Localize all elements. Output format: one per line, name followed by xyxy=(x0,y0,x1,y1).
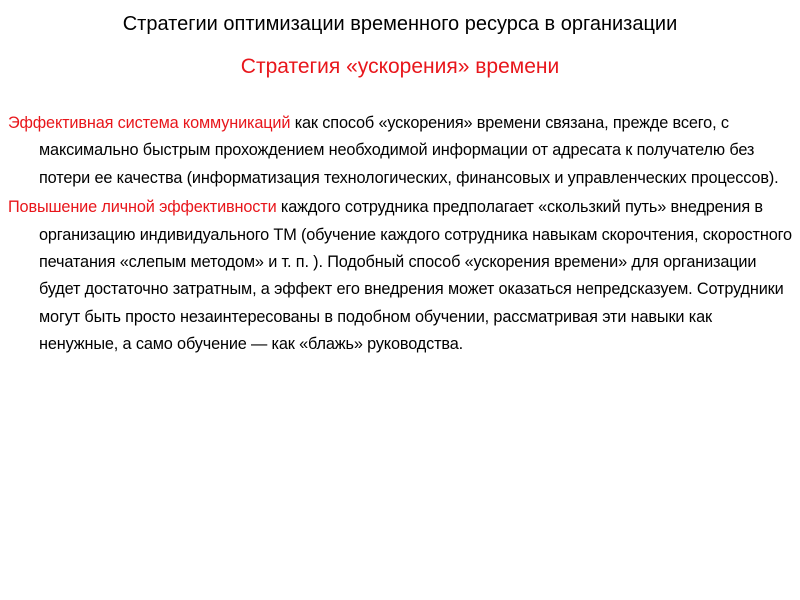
paragraph-personal-efficiency xyxy=(8,194,794,358)
slide-title: Стратегии оптимизации временного ресурса в организации xyxy=(122,13,678,35)
paragraph-text: каждого сотрудника предполагает «скользкий путь» внедрения в организацию индивидуального ТМ (обучение каждого сотрудника навыкам скорочтения, скоростного печатания «слепым методом» и т. п. ). Подобный способ «ускорения времени» для организации будет достаточно затратным, а эффект его внедрения может оказаться непредсказуем. Сотрудники могут быть просто незаинтересованы в подобном обучении, рассматривая эти навыки как ненужные, а само обучение — как «блажь» руководства. xyxy=(39,198,792,354)
paragraph-highlight: Повышение личной эффективности xyxy=(8,198,277,217)
paragraph-text: как способ «ускорения» времени связана, прежде всего, с максимально быстрым прохождением необходимой информации от адресата к получателю без потери ее качества (информатизация технологических, финансовых и управленческих процессов). xyxy=(39,114,779,187)
slide-body xyxy=(8,110,794,361)
paragraph-highlight: Эффективная система коммуникаций xyxy=(8,114,291,132)
paragraph-communications xyxy=(8,110,794,192)
slide-subtitle: Стратегия «ускорения» времени xyxy=(240,55,560,78)
